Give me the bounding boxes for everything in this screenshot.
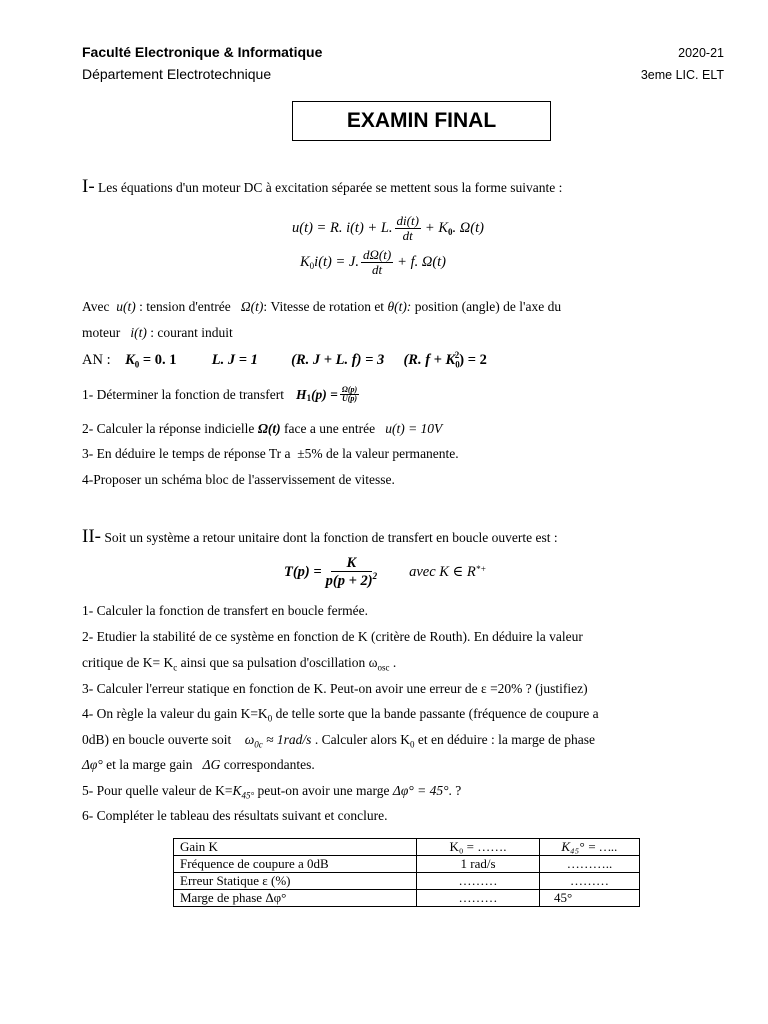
tf-avec-sup: *+: [475, 563, 487, 574]
part2-q2b: [82, 655, 396, 673]
results-table: [173, 838, 640, 907]
q4c4-text: correspondantes.: [220, 757, 315, 772]
var-i: i(t): [130, 325, 147, 340]
eq1-den: dt: [402, 227, 413, 243]
an-lj: L. J = 1: [211, 351, 258, 368]
q4b-eq: ≈ 1rad/s: [262, 732, 312, 747]
part2-q4a: [82, 706, 599, 724]
var-theta: θ(t):: [387, 299, 412, 314]
an-k0: K: [125, 351, 135, 368]
part2-q1: 1- Calculer la fonction de transfert en boucle fermée.: [82, 603, 368, 618]
q2d-text: .: [389, 655, 397, 670]
department-name: Département Electrotechnique: [82, 66, 272, 82]
eq1-rhs2: . Ω(t): [452, 219, 484, 236]
an-rf-sub: 0: [455, 359, 460, 370]
q4b-text: 0dB) en boucle ouverte soit: [82, 732, 232, 747]
table-cell: K₀ = …….: [417, 839, 540, 856]
avec-line: [82, 299, 561, 315]
q4b2-sub: 0: [410, 739, 415, 750]
part1-q4: 4-Proposer un schéma bloc de l'asservissement de vitesse.: [82, 472, 395, 487]
eq2-fraction: [361, 248, 393, 277]
q3-pct: ±5%: [297, 446, 323, 461]
q2c-text: ainsi que sa pulsation d'oscillation ω: [177, 655, 378, 670]
table-row: [174, 856, 640, 873]
numerical-values: [82, 350, 487, 370]
moteur-line: [82, 325, 233, 341]
q3-text2: de la valeur permanente.: [325, 446, 459, 461]
q1-h: H: [296, 387, 307, 403]
exam-title: EXAMIN FINAL: [346, 109, 497, 132]
tf-den-wrap: [324, 572, 379, 590]
eq1-fraction: [395, 214, 421, 243]
table-cell: Gain K: [174, 839, 417, 856]
q5-k-sub: 45°: [241, 790, 255, 801]
tf-lhs: T(p) =: [284, 564, 322, 581]
moteur-word: moteur: [82, 325, 121, 340]
q4c-dphi: Δφ°: [82, 757, 103, 772]
eq1-rhs: + K: [424, 219, 449, 236]
part2-intro-line: [82, 526, 558, 548]
q4a2-text: de telle sorte que la bande passante (fréquence de coupure a: [272, 706, 599, 721]
part2-q4b: [82, 732, 595, 750]
u-desc: : tension d'entrée: [139, 299, 231, 314]
part2-q4c: [82, 757, 315, 773]
eq2-sub: 0: [309, 261, 315, 272]
tf-avec: avec K ∈ R: [409, 564, 476, 581]
table-cell: ………: [540, 873, 640, 890]
q4b3-text: et en déduire : la marge de phase: [414, 732, 595, 747]
part2-numeral: II-: [82, 526, 101, 547]
an-k0-val: = 0. 1: [139, 351, 177, 368]
equation-voltage: [292, 214, 484, 243]
i-desc: : courant induit: [150, 325, 233, 340]
eq2-den: dt: [372, 261, 383, 277]
eq1-sub: 0: [448, 227, 453, 238]
q4a-sub: 0: [267, 713, 273, 724]
q1-fraction: [340, 386, 359, 404]
eq1-lhs: u(t) = R. i(t) + L.: [292, 219, 393, 236]
eq2-rhs: + f. Ω(t): [397, 253, 447, 270]
q2-omega: Ω(t): [257, 421, 281, 436]
q4c-dg: ΔG: [202, 757, 221, 772]
table-cell: K₄₅° = …..: [540, 839, 640, 856]
eq2-lhs2: i(t) = J.: [314, 253, 359, 270]
q4b2-text: . Calculer alors K: [311, 732, 411, 747]
q2-ut: u(t) = 10V: [385, 421, 443, 436]
eq2-num: dΩ(t): [362, 247, 392, 262]
part2-q5: [82, 783, 461, 801]
title-box: [292, 101, 551, 141]
table-row: [174, 873, 640, 890]
faculty-name: Faculté Electronique & Informatique: [82, 44, 323, 60]
tf-den: p(p + 2): [325, 573, 373, 590]
part2-intro: Soit un système a retour unitaire dont la fonction de transfert en boucle ouverte est :: [104, 530, 558, 545]
transfer-function: [284, 556, 486, 590]
avec-word: Avec: [82, 299, 110, 314]
an-rf-end: ) = 2: [459, 351, 487, 368]
var-omega: Ω(t): [240, 299, 264, 314]
theta-desc: position (angle) de l'axe du: [414, 299, 562, 314]
table-cell: ………..: [540, 856, 640, 873]
an-k0-sub: 0: [134, 359, 140, 370]
part1-intro: Les équations d'un moteur DC à excitation séparée se mettent sous la forme suivante :: [98, 180, 563, 195]
tf-den-sup: 2: [372, 571, 378, 582]
q4c2-text: et la marge gain: [102, 757, 193, 772]
table-row: [174, 839, 640, 856]
q1-den: U(p): [341, 394, 358, 404]
table-cell: Marge de phase Δφ°: [174, 890, 417, 907]
part2-q2a: 2- Etudier la stabilité de ce système en fonction de K (critère de Routh). En déduire la valeur: [82, 629, 583, 644]
tf-num: K: [331, 556, 373, 572]
omega-desc: : Vitesse de rotation et: [263, 299, 385, 314]
table-cell: Erreur Statique ε (%): [174, 873, 417, 890]
table-row: [174, 890, 640, 907]
equation-mechanical: [300, 248, 446, 277]
part2-q6: 6- Compléter le tableau des résultats suivant et conclure.: [82, 808, 388, 823]
tf-fraction: [324, 556, 379, 590]
class-level: 3eme LIC. ELT: [640, 68, 724, 82]
academic-year: 2020-21: [678, 46, 724, 60]
eq1-num: di(t): [396, 213, 419, 228]
part1-q1: [82, 386, 361, 404]
part1-q3: [82, 446, 459, 462]
q5d-text: . ?: [448, 783, 462, 798]
q4b-omega-sub: 0c: [254, 739, 263, 750]
q2-text: 2- Calculer la réponse indicielle: [82, 421, 255, 436]
q3-text: 3- En déduire le temps de réponse Tr a: [82, 446, 291, 461]
q4a-text: 4- On règle la valeur du gain K=K: [82, 706, 268, 721]
var-u: u(t): [116, 299, 136, 314]
table-cell: 45°: [540, 890, 640, 907]
table-cell: ………: [417, 873, 540, 890]
an-rf-sup: 2: [454, 350, 460, 360]
table-cell: 1 rad/s: [417, 856, 540, 873]
q1-hp: (p) =: [311, 387, 338, 403]
an-rj: (R. J + L. f) = 3: [291, 351, 385, 368]
an-rf: (R. f + K: [403, 351, 456, 368]
an-label: AN :: [82, 351, 111, 368]
q5a-text: 5- Pour quelle valeur de K=: [82, 783, 233, 798]
q5c-text: Δφ° = 45°: [392, 783, 449, 798]
table-cell: ………: [417, 890, 540, 907]
q1-num: Ω(p): [341, 385, 358, 394]
q1-h-sub: 1: [306, 393, 312, 404]
q4b-omega: ω: [244, 732, 255, 747]
q2-text2: face a une entrée: [284, 421, 376, 436]
q2c-sub: osc: [377, 662, 390, 673]
part2-q3: 3- Calculer l'erreur statique en fonction de K. Peut-on avoir une erreur de ε =20% ? (justifiez): [82, 681, 588, 696]
q2b-text: critique de K= K: [82, 655, 174, 670]
part1-intro-line: [82, 176, 562, 198]
q5-k: K: [232, 783, 242, 798]
part1-numeral: I-: [82, 176, 95, 197]
table-cell: Fréquence de coupure a 0dB: [174, 856, 417, 873]
q1-text: 1- Déterminer la fonction de transfert: [82, 387, 285, 403]
q2b-sub: c: [173, 662, 178, 673]
part1-q2: [82, 421, 442, 437]
eq2-lhs: K: [300, 253, 310, 270]
q5b-text: peut-on avoir une marge: [254, 783, 390, 798]
